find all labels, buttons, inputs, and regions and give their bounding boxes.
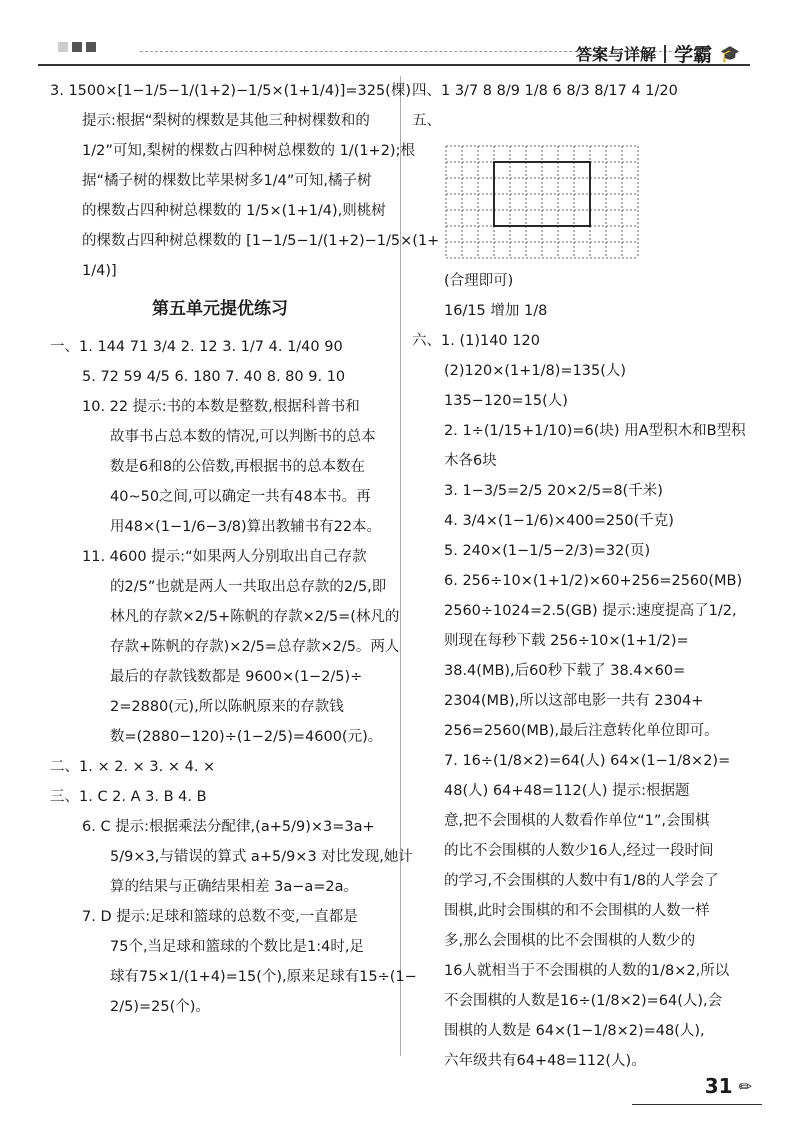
graduation-cap-icon: 🎓 bbox=[720, 44, 740, 63]
left-line: 10. 22 提示:书的本数是整数,根据科普书和 bbox=[82, 399, 360, 415]
left-line: 球有75×1/(1+4)=15(个),原来足球有15÷(1− bbox=[110, 969, 417, 985]
left-line: 数是6和8的公倍数,再根据书的总本数在 bbox=[110, 459, 366, 475]
right-line: 6. 256÷10×(1+1/2)×60+256=2560(MB) bbox=[444, 573, 743, 589]
page-number: 31 bbox=[704, 1074, 733, 1098]
right-line: 16人就相当于不会围棋的人数的1/8×2,所以 bbox=[444, 963, 730, 979]
left-line: 据“橘子树的棵数比苹果树多1/4”可知,橘子树 bbox=[82, 173, 372, 189]
left-line: 2/5)=25(个)。 bbox=[110, 999, 210, 1015]
right-column-top bbox=[412, 76, 760, 136]
right-line: 5. 240×(1−1/5−2/3)=32(页) bbox=[444, 543, 651, 559]
right-line: 围棋的人数是 64×(1−1/8×2)=48(人), bbox=[444, 1023, 705, 1039]
right-line: 16/15 增加 1/8 bbox=[444, 303, 548, 319]
left-column bbox=[50, 76, 440, 1022]
right-line: 2304(MB),所以这部电影一共有 2304+ bbox=[444, 693, 704, 709]
header-decoration bbox=[58, 42, 96, 52]
right-line: (2)120×(1+1/8)=135(人) bbox=[444, 363, 627, 379]
left-line: 1/4)] bbox=[82, 263, 117, 279]
left-line: 5/9×3,与错误的算式 a+5/9×3 对比发现,她计 bbox=[110, 849, 413, 865]
left-line: 的棵数占四种树总棵数的 1/5×(1+1/4),则桃树 bbox=[82, 203, 386, 219]
left-line: 一、1. 144 71 3/4 2. 12 3. 1/7 4. 1/40 90 bbox=[50, 339, 343, 355]
right-line: 135−120=15(人) bbox=[444, 393, 568, 409]
brand-logo: 学霸 bbox=[674, 44, 713, 66]
right-line: 48(人) 64+48=112(人) 提示:根据题 bbox=[444, 783, 690, 799]
right-line: 六、1. (1)140 120 bbox=[412, 333, 540, 349]
left-line: 11. 4600 提示:“如果两人分别取出自己存款 bbox=[82, 549, 367, 565]
header-rule bbox=[38, 64, 750, 66]
rectangle-drawing-grid bbox=[442, 142, 652, 262]
right_top-line: 四、1 3/7 8 8/9 1/8 6 8/3 8/17 4 1/20 bbox=[412, 83, 678, 99]
left-line: 40~50之间,可以确定一共有48本书。再 bbox=[110, 489, 371, 505]
left-line: 二、1. × 2. × 3. × 4. × bbox=[50, 759, 216, 775]
right-line: 木各6块 bbox=[444, 453, 497, 469]
right-line: 7. 16÷(1/8×2)=64(人) 64×(1−1/8×2)= bbox=[444, 753, 731, 769]
left-line: 三、1. C 2. A 3. B 4. B bbox=[50, 789, 207, 805]
right-line: 的学习,不会围棋的人数中有1/8的人学会了 bbox=[444, 873, 719, 889]
right-line: 2. 1÷(1/15+1/10)=6(块) 用A型积木和B型积 bbox=[444, 423, 746, 439]
left-line: 故事书占总本数的情况,可以判断书的总本 bbox=[110, 429, 376, 445]
pencil-icon: ✏ bbox=[738, 1076, 752, 1096]
right_top-line: 五、 bbox=[412, 113, 441, 129]
left-line: 7. D 提示:足球和篮球的总数不变,一直都是 bbox=[82, 909, 358, 925]
right-line: 2560÷1024=2.5(GB) 提示:速度提高了1/2, bbox=[444, 603, 737, 619]
right-line: 的比不会围棋的人数少16人,经过一段时间 bbox=[444, 843, 714, 859]
right-line: 多,那么会围棋的比不会围棋的人数少的 bbox=[444, 933, 696, 949]
column-divider bbox=[400, 76, 401, 1056]
right-line: 3. 1−3/5=2/5 20×2/5=8(千米) bbox=[444, 483, 663, 499]
right-line: 意,把不会围棋的人数看作单位“1”,会围棋 bbox=[444, 813, 710, 829]
page-footer bbox=[705, 1074, 752, 1098]
left-line: 最后的存款钱数都是 9600×(1−2/5)÷ bbox=[110, 669, 363, 685]
left-line: 算的结果与正确结果相差 3a−a=2a。 bbox=[110, 879, 359, 895]
left-line: 2=2880(元),所以陈帆原来的存款钱 bbox=[110, 699, 344, 715]
left-line: 的2/5”也就是两人一共取出总存款的2/5,即 bbox=[110, 579, 387, 595]
left-line: 6. C 提示:根据乘法分配律,(a+5/9)×3=3a+ bbox=[82, 819, 375, 835]
left-line: 第五单元提优练习 bbox=[152, 299, 288, 319]
right-line: 4. 3/4×(1−1/6)×400=250(千克) bbox=[444, 513, 674, 529]
right-column-body bbox=[412, 266, 760, 1076]
right-line: 不会围棋的人数是16÷(1/8×2)=64(人),会 bbox=[444, 993, 723, 1009]
left-line: 5. 72 59 4/5 6. 180 7. 40 8. 80 9. 10 bbox=[82, 369, 346, 385]
right-line: 围棋,此时会围棋的和不会围棋的人数一样 bbox=[444, 903, 710, 919]
left-line: 提示:根据“梨树的棵数是其他三种树棵数和的 bbox=[82, 113, 370, 129]
right-line: 则现在每秒下载 256÷10×(1+1/2)= bbox=[444, 633, 689, 649]
left-line: 用48×(1−1/6−3/8)算出教辅书有22本。 bbox=[110, 519, 382, 535]
header-title: 答案与详解 bbox=[576, 45, 657, 64]
left-line: 3. 1500×[1−1/5−1/(1+2)−1/5×(1+1/4)]=325(棵) bbox=[50, 83, 411, 99]
right-line: 256=2560(MB),最后注意转化单位即可。 bbox=[444, 723, 719, 739]
right-line: 六年级共有64+48=112(人)。 bbox=[444, 1053, 646, 1069]
right-column bbox=[412, 76, 760, 1076]
left-line: 1/2”可知,梨树的棵数占四种树总棵数的 1/(1+2);根 bbox=[82, 143, 415, 159]
left-line: 75个,当足球和篮球的个数比是1:4时,足 bbox=[110, 939, 365, 955]
right-line: 38.4(MB),后60秒下载了 38.4×60= bbox=[444, 663, 686, 679]
left-line: 林凡的存款×2/5+陈帆的存款×2/5=(林凡的 bbox=[110, 609, 400, 625]
footer-rule bbox=[632, 1104, 762, 1105]
left-line: 存款+陈帆的存款)×2/5=总存款×2/5。两人 bbox=[110, 639, 400, 655]
header-separator bbox=[664, 45, 666, 63]
left-line: 数=(2880−120)÷(1−2/5)=4600(元)。 bbox=[110, 729, 383, 745]
left-line: 的棵数占四种树总棵数的 [1−1/5−1/(1+2)−1/5×(1+ bbox=[82, 233, 440, 249]
header-title-group bbox=[576, 40, 740, 67]
page-header bbox=[0, 0, 800, 66]
right-line: (合理即可) bbox=[444, 273, 514, 289]
